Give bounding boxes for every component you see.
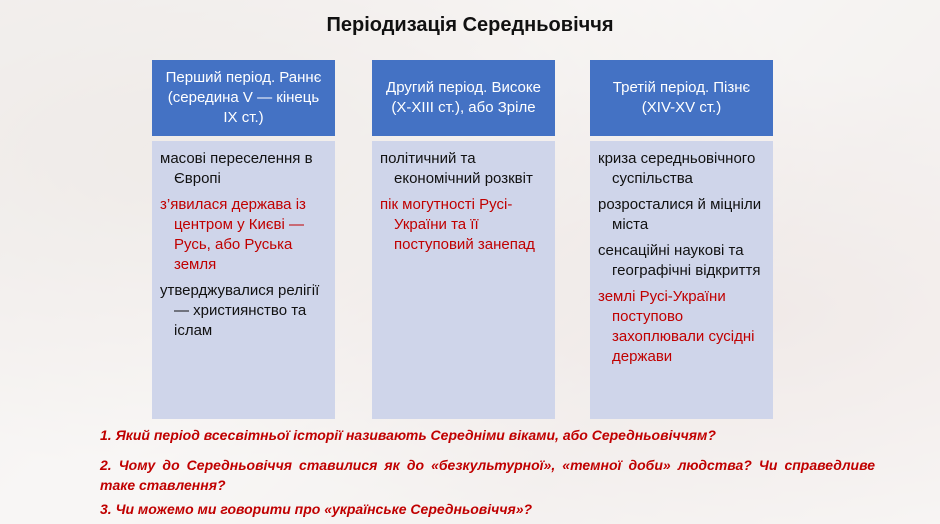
period-item-highlight: землі Русі-України поступово захоплювали сусідні держави — [598, 288, 755, 365]
question-1: 1. Який період всесвітньої історії називають Середніми віками, або Середньовіччям? — [100, 427, 716, 443]
period-item: масові переселення в Європі — [160, 150, 313, 187]
period-item: сенсаційні наукові та географічні відкриття — [598, 242, 761, 279]
period-column-early — [152, 60, 335, 419]
period-item-highlight: з’явилася держава із центром у Києві — Русь, або Руська земля — [160, 196, 306, 273]
period-item: розросталися й міцніли міста — [598, 196, 762, 233]
period-item-highlight: пік могутності Русі-України та її поступовий занепад — [380, 196, 535, 253]
period-heading: Третій період. Пізнє (XIV-XV ст.) — [590, 60, 773, 136]
question-2: 2. Чому до Середньовіччя ставилися як до «безкультурної», «темної доби» людства? Чи справедливе таке ставлення? — [100, 457, 875, 493]
period-body — [372, 141, 555, 419]
period-heading: Другий період. Високе (X-XIII ст.), або Зріле — [372, 60, 555, 136]
period-item: політичний та економічний розквіт — [380, 150, 533, 187]
period-heading: Перший період. Раннє (середина V — кінець IX ст.) — [152, 60, 335, 136]
slide-title: Періодизація Середньовіччя — [326, 14, 614, 36]
period-column-high — [372, 60, 555, 419]
period-column-late — [590, 60, 773, 419]
period-body — [590, 141, 773, 419]
period-item: криза середньовічного суспільства — [598, 150, 756, 187]
question-3: 3. Чи можемо ми говорити про «українське Середньовіччя»? — [100, 501, 533, 517]
period-item: утверджувалися релігії — християнство та іслам — [160, 282, 320, 339]
period-body — [152, 141, 335, 419]
